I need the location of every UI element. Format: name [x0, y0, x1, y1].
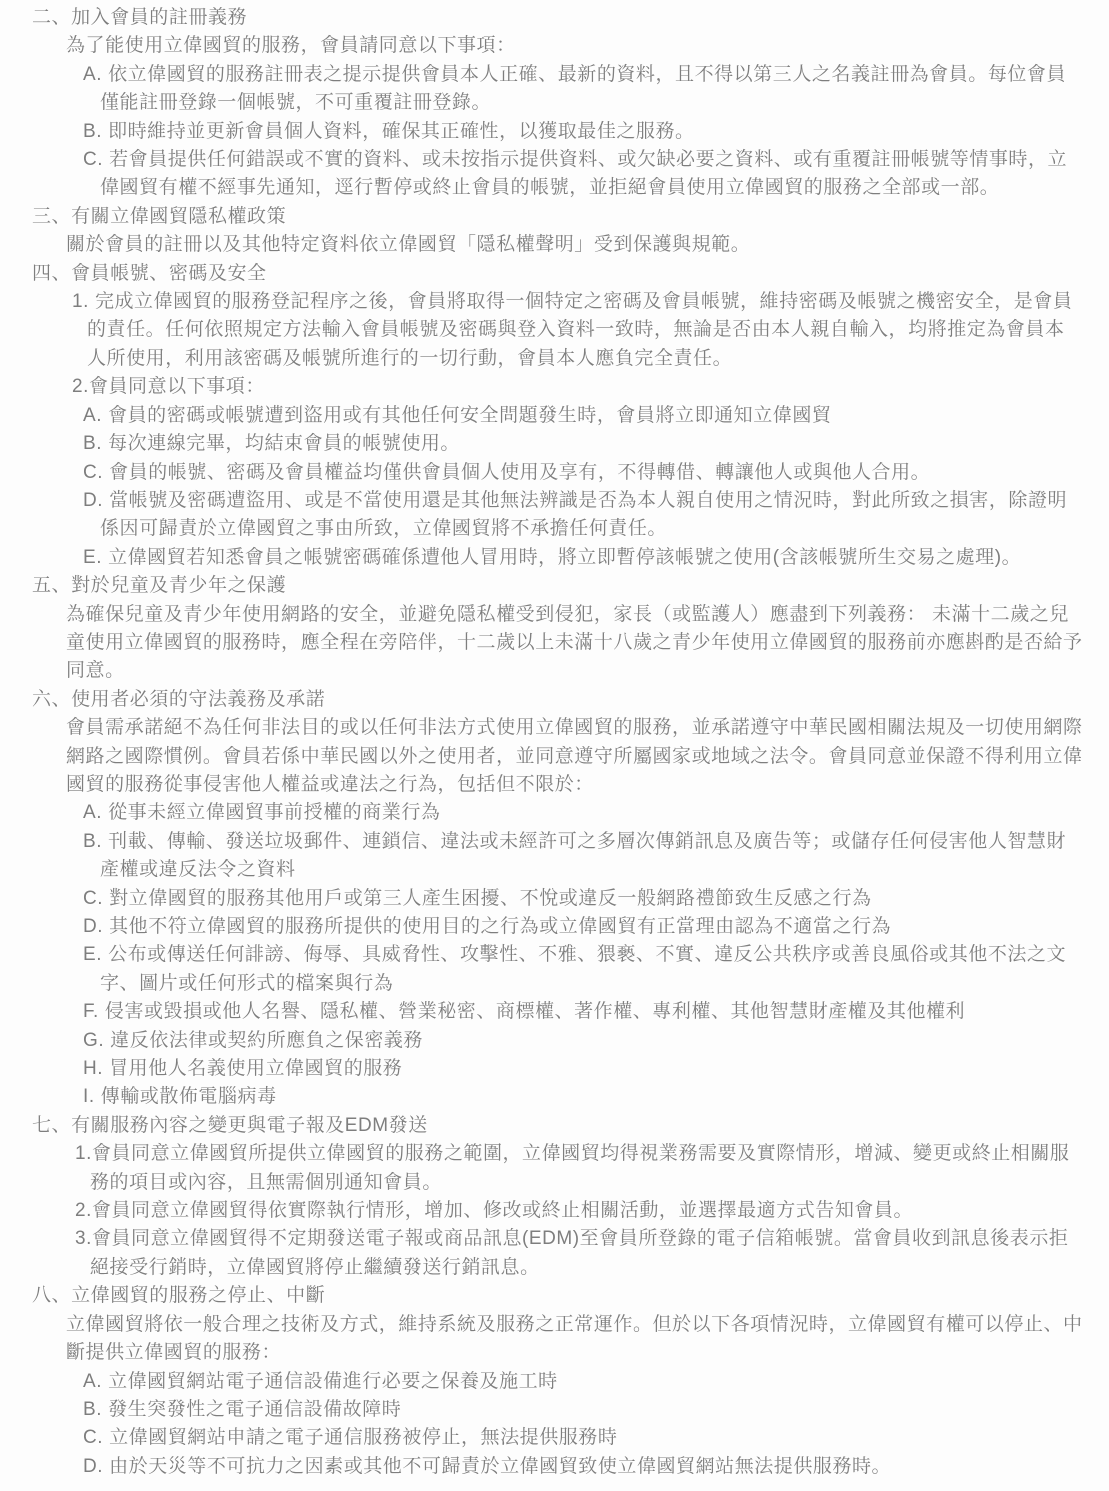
list-item — [0, 544, 1083, 572]
list-item-text: 依立偉國貿的服務註冊表之提示提供會員本人正確、最新的資料，且不得以第三人之名義註冊為會員。每位會員僅能註冊登錄一個帳號，不可重覆註冊登錄。 — [100, 63, 1067, 114]
list-item-marker: B. — [83, 1398, 103, 1420]
list-item-text: 每次連線完畢，均結束會員的帳號使用。 — [108, 433, 460, 455]
list-item-text: 冒用他人名義使用立偉國貿的服務 — [109, 1058, 403, 1080]
list-item — [0, 61, 1083, 118]
list-item-text: 發生突發性之電子通信設備故障時 — [108, 1398, 402, 1420]
list-item-marker: 2. — [75, 1200, 92, 1222]
list-item-marker: C. — [83, 461, 104, 483]
list-item-marker: 1. — [72, 291, 89, 313]
list-item — [0, 146, 1083, 203]
list-item — [0, 118, 1083, 146]
list-item — [0, 373, 1083, 401]
list-item-marker: A. — [83, 1370, 103, 1392]
list-item — [0, 1083, 1083, 1111]
list-item — [0, 1140, 1083, 1197]
list-item — [0, 913, 1083, 941]
list-item-text: 侵害或毀損或他人名譽、隱私權、營業秘密、商標權、著作權、專利權、其他智慧財產權及其他權利 — [104, 1001, 966, 1023]
section-paragraph: 為了能使用立偉國貿的服務，會員請同意以下事項： — [66, 35, 516, 57]
list-item-marker: G. — [83, 1029, 105, 1051]
list-item — [0, 828, 1083, 885]
list-item-text: 會員同意立偉國貿得依實際執行情形，增加、修改或終止相關活動，並選擇最適方式告知會員。 — [91, 1200, 914, 1222]
list-item-marker: B. — [83, 830, 103, 852]
section-paragraph: 關於會員的註冊以及其他特定資料依立偉國貿「隱私權聲明」受到保護與規範。 — [66, 234, 751, 256]
section-heading: 六、使用者必須的守法義務及承諾 — [32, 688, 326, 710]
list-item-marker: B. — [83, 120, 103, 142]
list-item-text: 會員同意以下事項： — [88, 376, 265, 398]
list-item-text: 由於天災等不可抗力之因素或其他不可歸責於立偉國貿致使立偉國貿網站無法提供服務時。 — [109, 1455, 892, 1477]
section-paragraph: 為確保兒童及青少年使用網路的安全，並避免隱私權受到侵犯，家長（或監護人）應盡到下列義務： 未滿十二歲之兒童使用立偉國貿的服務時，應全程在旁陪伴，十二歲以上未滿十八歲之青少年使用立偉國貿的服務前亦應斟酌是否給予同意。 — [66, 603, 1083, 682]
list-item — [0, 487, 1083, 544]
list-item — [0, 1197, 1083, 1225]
list-item-marker: B. — [83, 433, 103, 455]
section-heading: 五、對於兒童及青少年之保護 — [32, 575, 287, 597]
list-item-text: 若會員提供任何錯誤或不實的資料、或未按指示提供資料、或欠缺必要之資料、或有重覆註冊帳號等情事時，立偉國貿有權不經事先通知，逕行暫停或終止會員的帳號，並拒絕會員使用立偉國貿的服務之全部或一部。 — [100, 149, 1068, 199]
list-item-text: 立偉國貿網站電子通信設備進行必要之保養及施工時 — [108, 1370, 558, 1392]
list-item-text: 傳輸或散佈電腦病毒 — [100, 1086, 277, 1108]
list-item — [0, 1396, 1083, 1424]
section-paragraph: 會員需承諾絕不為任何非法目的或以任何非法方式使用立偉國貿的服務，並承諾遵守中華民國相關法規及一切使用網際網路之國際慣例。會員若係中華民國以外之使用者，並同意遵守所屬國家或地域之法令。會員同意並保證不得利用立偉國貿的服務從事侵害他人權益或違法之行為，包括但不限於： — [66, 717, 1083, 795]
list-item-marker: 1. — [75, 1143, 92, 1165]
list-item-marker: D. — [83, 916, 104, 937]
list-item — [0, 1453, 1083, 1481]
list-item — [0, 1027, 1083, 1055]
list-item-marker: D. — [83, 1455, 104, 1477]
list-item-marker: D. — [83, 489, 104, 511]
list-item-text: 其他不符立偉國貿的服務所提供的使用目的之行為或立偉國貿有正當理由認為不適當之行為 — [109, 916, 892, 937]
list-item — [0, 402, 1083, 430]
section-paragraph: 立偉國貿將依一般合理之技術及方式，維持系統及服務之正常運作。但於以下各項情況時，立偉國貿有權可以停止、中斷提供立偉國貿的服務： — [66, 1313, 1083, 1364]
list-item-marker: H. — [83, 1058, 104, 1080]
list-item — [0, 1424, 1083, 1452]
list-item — [0, 288, 1083, 373]
list-item-text: 公布或傳送任何誹謗、侮辱、具威脅性、攻擊性、不雅、猥褻、不實、違反公共秩序或善良風俗或其他不法之文字、圖片或任何形式的檔案與行為 — [100, 944, 1067, 994]
list-item — [0, 459, 1083, 487]
list-item — [0, 941, 1083, 998]
list-item-text: 當帳號及密碼遭盜用、或是不當使用還是其他無法辨識是否為本人親自使用之情況時，對此所致之損害，除證明係因可歸責於立偉國貿之事由所致，立偉國貿將不承擔任何責任。 — [100, 489, 1068, 540]
list-item-marker: I. — [83, 1086, 95, 1108]
list-item-marker: E. — [83, 944, 103, 966]
list-item-marker: F. — [83, 1001, 99, 1023]
list-item-text: 立偉國貿網站申請之電子通信服務被停止，無法提供服務時 — [109, 1427, 618, 1449]
list-item-text: 違反依法律或契約所應負之保密義務 — [110, 1029, 423, 1051]
section-heading: 三、有關立偉國貿隱私權政策 — [32, 205, 287, 227]
list-item — [0, 1368, 1083, 1396]
list-item-marker: C. — [83, 149, 104, 171]
list-item-text: 會員同意立偉國貿得不定期發送電子報或商品訊息(EDM)至會員所登錄的電子信箱帳號。當會員收到訊息後表示拒絕接受行銷時，立偉國貿將停止繼續發送行銷訊息。 — [90, 1228, 1069, 1278]
list-item — [0, 998, 1083, 1026]
section-heading: 八、立偉國貿的服務之停止、中斷 — [32, 1285, 326, 1307]
list-item-text: 立偉國貿若知悉會員之帳號密碼確係遭他人冒用時，將立即暫停該帳號之使用(含該帳號所生交易之處理)。 — [108, 546, 1022, 568]
list-item-text: 會員的密碼或帳號遭到盜用或有其他任何安全問題發生時，會員將立即通知立偉國貿 — [108, 404, 832, 426]
list-item-marker: C. — [83, 1427, 104, 1449]
list-item-text: 會員的帳號、密碼及會員權益均僅供會員個人使用及享有，不得轉借、轉讓他人或與他人合用。 — [109, 461, 931, 483]
list-item — [0, 799, 1083, 827]
list-item-text: 對立偉國貿的服務其他用戶或第三人產生困擾、不悅或違反一般網路禮節致生反感之行為 — [109, 887, 872, 909]
list-item-marker: C. — [83, 887, 104, 909]
section-heading: 二、加入會員的註冊義務 — [32, 7, 248, 28]
list-item-marker: 3. — [75, 1228, 92, 1250]
list-item — [0, 1055, 1083, 1083]
list-item — [0, 1225, 1083, 1282]
list-item-text: 刊載、傳輸、發送垃圾郵件、連鎖信、違法或未經許可之多層次傳銷訊息及廣告等；或儲存任何侵害他人智慧財產權或違反法令之資料 — [100, 830, 1067, 881]
list-item-marker: 2. — [72, 376, 89, 398]
list-item-text: 從事未經立偉國貿事前授權的商業行為 — [108, 802, 441, 824]
list-item-text: 即時維持並更新會員個人資料，確保其正確性，以獲取最佳之服務。 — [108, 120, 695, 142]
list-item-text: 會員同意立偉國貿所提供立偉國貿的服務之範圍，立偉國貿均得視業務需要及實際情形，增減、變更或終止相關服務的項目或內容，且無需個別通知會員。 — [90, 1143, 1070, 1193]
list-item — [0, 885, 1083, 913]
section-heading: 四、會員帳號、密碼及安全 — [32, 262, 267, 284]
section-heading: 七、有關服務內容之變更與電子報及EDM發送 — [32, 1114, 428, 1136]
list-item-marker: A. — [83, 404, 103, 426]
list-item-marker: A. — [83, 802, 103, 824]
list-item-marker: A. — [83, 63, 103, 85]
list-item — [0, 430, 1083, 458]
list-item-text: 完成立偉國貿的服務登記程序之後，會員將取得一個特定之密碼及會員帳號，維持密碼及帳號之機密安全，是會員的責任。任何依照規定方法輸入會員帳號及密碼與登入資料一致時，無論是否由本人親自輸入，均將推定為會員本人所使用，利用該密碼及帳號所進行的一切行動，會員本人應負完全責任。 — [87, 291, 1073, 369]
list-item-marker: E. — [83, 546, 103, 568]
